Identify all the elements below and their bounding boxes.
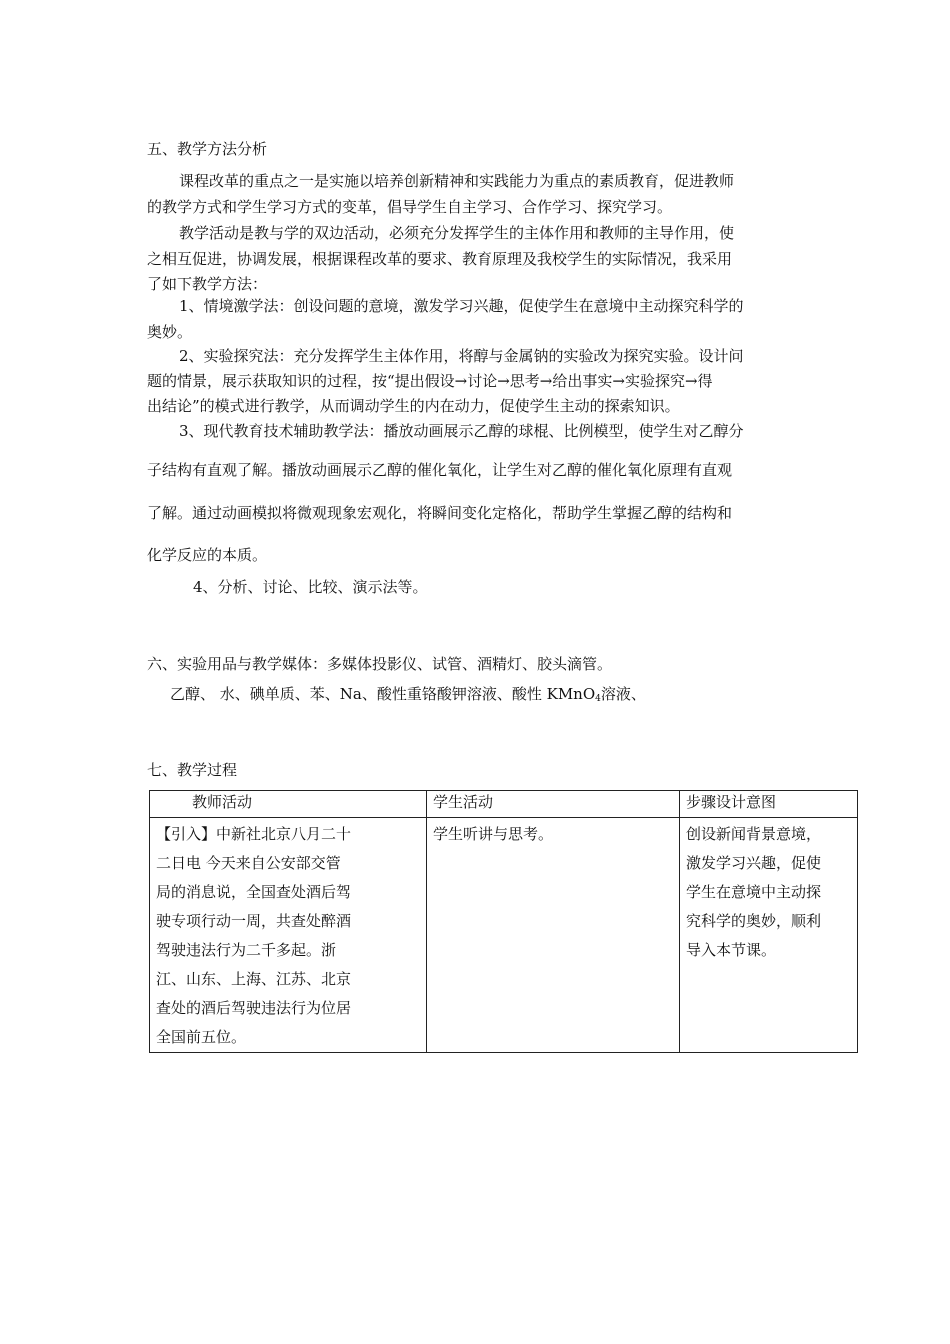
table-row bbox=[150, 818, 858, 1053]
teaching-process-table bbox=[149, 790, 858, 1053]
s5-p2-line2: 之相互促进，协调发展，根据课程改革的要求、教育原理及我校学生的实际情况，我采用 bbox=[147, 250, 733, 268]
s5-method1-line1: 1、情境激学法：创设问题的意境，激发学习兴趣，促使学生在意境中主动探究科学的 bbox=[179, 297, 744, 315]
s5-method4: 4、分析、讨论、比较、演示法等。 bbox=[193, 578, 428, 596]
section6-title: 六、实验用品与教学媒体：多媒体投影仪、试管、酒精灯、胶头滴管。 bbox=[147, 655, 613, 673]
teacher-line: 【引入】中新社北京八月二十 bbox=[156, 825, 352, 843]
teacher-line: 局的消息说，全国查处酒后驾 bbox=[156, 883, 352, 901]
s6-materials-suffix: 溶液、 bbox=[600, 685, 646, 703]
s5-p1-line1: 课程改革的重点之一是实施以培养创新精神和实践能力为重点的素质教育，促进教师 bbox=[179, 172, 735, 190]
s5-p1-line2: 的教学方式和学生学习方式的变革，倡导学生自主学习、合作学习、探究学习。 bbox=[147, 198, 673, 216]
s5-method2-line2: 题的情景，展示获取知识的过程，按“提出假设→讨论→思考→给出事实→实验探究→得 bbox=[147, 372, 713, 390]
s5-method2-line3: 出结论”的模式进行教学，从而调动学生的内在动力，促使学生主动的探索知识。 bbox=[147, 397, 680, 415]
teacher-line: 全国前五位。 bbox=[156, 1028, 247, 1046]
section5-title: 五、教学方法分析 bbox=[147, 140, 268, 158]
intent-line: 学生在意境中主动探 bbox=[686, 883, 822, 901]
header-teacher-activity: 教师活动 bbox=[150, 791, 427, 818]
s6-materials-prefix: 乙醇、 水、碘单质、苯、Na、酸性重铬酸钾溶液、酸性 KMnO bbox=[170, 685, 596, 703]
cell-design-intent bbox=[680, 818, 858, 1053]
s5-method1-line2: 奥妙。 bbox=[147, 323, 193, 341]
teacher-line: 驶专项行动一周，共查处醉酒 bbox=[156, 912, 352, 930]
intent-line: 创设新闻背景意境， bbox=[686, 825, 822, 843]
s5-method3-line2: 子结构有直观了解。播放动画展示乙醇的催化氧化，让学生对乙醇的催化氧化原理有直观 bbox=[147, 461, 733, 479]
teacher-line: 江、山东、上海、江苏、北京 bbox=[156, 970, 352, 988]
s5-method2-line1: 2、实验探究法：充分发挥学生主体作用，将醇与金属钠的实验改为探究实验。设计问 bbox=[179, 347, 744, 365]
cell-student-activity bbox=[427, 818, 680, 1053]
header-student-activity: 学生活动 bbox=[427, 791, 680, 818]
s5-method3-line1: 3、现代教育技术辅助教学法：播放动画展示乙醇的球棍、比例模型，使学生对乙醇分 bbox=[179, 422, 744, 440]
s5-method3-line4: 化学反应的本质。 bbox=[147, 546, 268, 564]
intent-line: 激发学习兴趣，促使 bbox=[686, 854, 822, 872]
intent-line: 导入本节课。 bbox=[686, 941, 777, 959]
teacher-line: 查处的酒后驾驶违法行为位居 bbox=[156, 999, 352, 1017]
table-header-row bbox=[150, 791, 858, 818]
cell-teacher-activity bbox=[150, 818, 427, 1053]
student-text: 学生听讲与思考。 bbox=[433, 825, 554, 843]
s5-method3-line3: 了解。通过动画模拟将微观现象宏观化，将瞬间变化定格化，帮助学生掌握乙醇的结构和 bbox=[147, 504, 733, 522]
s5-p2-line3: 了如下教学方法： bbox=[147, 275, 268, 293]
section7-title: 七、教学过程 bbox=[147, 761, 238, 779]
teacher-line: 二日电 今天来自公安部交管 bbox=[156, 854, 341, 872]
s6-materials-subscript: 4 bbox=[595, 694, 601, 704]
s6-materials bbox=[170, 684, 830, 704]
s5-p2-line1: 教学活动是教与学的双边活动，必须充分发挥学生的主体作用和教师的主导作用，使 bbox=[179, 224, 735, 242]
teacher-line: 驾驶违法行为二千多起。浙 bbox=[156, 941, 337, 959]
header-design-intent: 步骤设计意图 bbox=[680, 791, 858, 818]
intent-line: 究科学的奥妙，顺利 bbox=[686, 912, 822, 930]
